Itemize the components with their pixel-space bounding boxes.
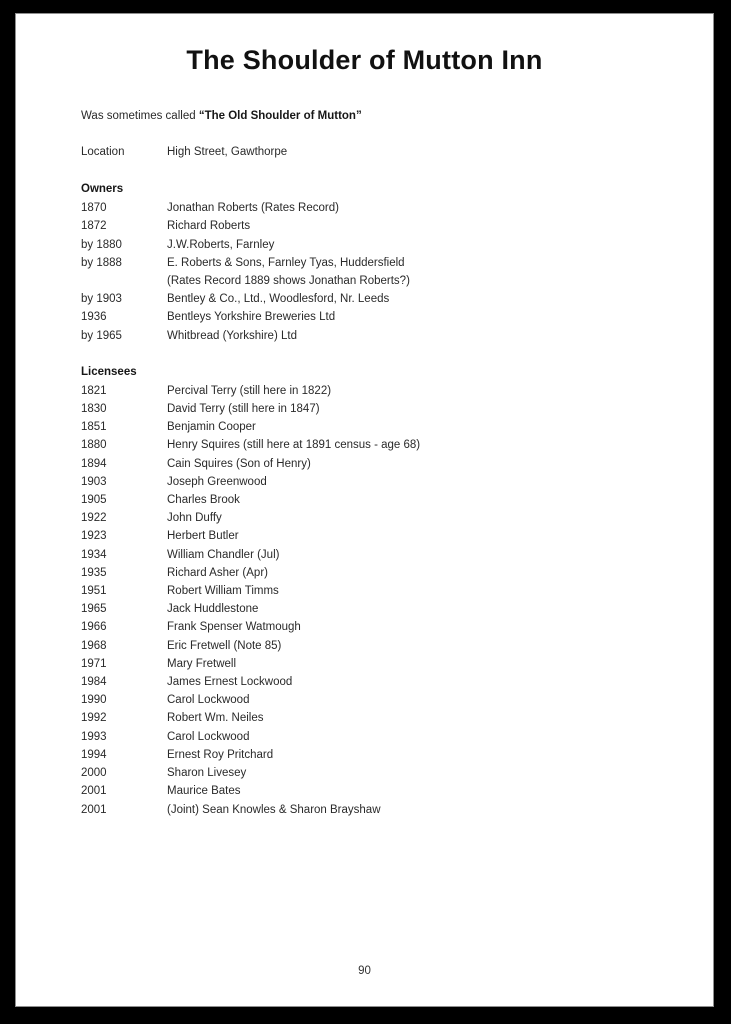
row-year: 1905 — [81, 494, 107, 507]
table-row — [81, 673, 713, 691]
row-year: 1984 — [81, 676, 107, 689]
row-year: 2001 — [81, 803, 107, 816]
subtitle — [81, 109, 713, 124]
row-name: Frank Spenser Watmough — [167, 621, 301, 634]
row-name: E. Roberts & Sons, Farnley Tyas, Huddersfield — [167, 256, 405, 269]
row-year: 2001 — [81, 785, 107, 798]
table-row — [81, 382, 713, 400]
row-name: Charles Brook — [167, 494, 240, 507]
row-name: Robert Wm. Neiles — [167, 712, 264, 725]
row-year: 1936 — [81, 311, 107, 324]
table-row — [81, 801, 713, 819]
table-row — [81, 272, 713, 290]
row-name: David Terry (still here in 1847) — [167, 403, 320, 416]
row-name: Whitbread (Yorkshire) Ltd — [167, 329, 297, 342]
row-year: 1990 — [81, 694, 107, 707]
table-row — [81, 509, 713, 527]
row-year: 1966 — [81, 621, 107, 634]
table-row — [81, 491, 713, 509]
row-name: Percival Terry (still here in 1822) — [167, 384, 332, 397]
table-row — [81, 327, 713, 345]
table-row — [81, 782, 713, 800]
table-row — [81, 728, 713, 746]
row-year: 2000 — [81, 767, 107, 780]
row-year: 1821 — [81, 384, 107, 397]
row-year: 1992 — [81, 712, 107, 725]
table-row — [81, 254, 713, 272]
row-year: 1880 — [81, 439, 107, 452]
licensees-heading: Licensees — [81, 365, 137, 378]
row-year: 1994 — [81, 748, 107, 761]
table-row — [81, 546, 713, 564]
table-row — [81, 637, 713, 655]
row-year: 1934 — [81, 548, 107, 561]
row-year: 1965 — [81, 603, 107, 616]
location-label: Location — [81, 146, 125, 158]
table-row — [81, 564, 713, 582]
table-row — [81, 746, 713, 764]
row-name: Herbert Butler — [167, 530, 239, 543]
table-row — [81, 709, 713, 727]
row-name: Sharon Livesey — [167, 767, 247, 780]
row-year: by 1903 — [81, 293, 122, 306]
row-year: 1923 — [81, 530, 107, 543]
row-name: Richard Roberts — [167, 220, 251, 233]
table-row — [81, 436, 713, 454]
row-year: 1968 — [81, 639, 107, 652]
table-row — [81, 473, 713, 491]
row-name: Joseph Greenwood — [167, 475, 267, 488]
row-name: Benjamin Cooper — [167, 421, 256, 434]
row-name: Maurice Bates — [167, 785, 241, 798]
table-row — [81, 290, 713, 308]
row-name: Jack Huddlestone — [167, 603, 259, 616]
row-name: Bentleys Yorkshire Breweries Ltd — [167, 311, 336, 324]
table-row — [81, 308, 713, 326]
row-name: Jonathan Roberts (Rates Record) — [167, 202, 339, 215]
row-name: John Duffy — [167, 512, 222, 525]
licensees-list — [16, 382, 713, 819]
row-year — [81, 272, 167, 290]
row-name: Carol Lockwood — [167, 694, 250, 707]
row-name: Robert William Timms — [167, 585, 279, 598]
row-name: J.W.Roberts, Farnley — [167, 238, 275, 251]
row-name: Cain Squires (Son of Henry) — [167, 457, 311, 470]
document-page — [15, 13, 714, 1007]
row-name: Henry Squires (still here at 1891 census - age 68) — [167, 439, 421, 452]
table-row — [81, 618, 713, 636]
row-year: 1935 — [81, 566, 107, 579]
table-row — [81, 236, 713, 254]
owners-heading: Owners — [81, 183, 124, 196]
row-year: 1903 — [81, 475, 107, 488]
location-value: High Street, Gawthorpe — [167, 146, 288, 158]
table-row — [81, 691, 713, 709]
row-name: Mary Fretwell — [167, 657, 237, 670]
row-name: Ernest Roy Pritchard — [167, 748, 274, 761]
row-year: by 1880 — [81, 238, 122, 251]
table-row — [81, 582, 713, 600]
owners-list — [16, 199, 713, 345]
table-row — [81, 655, 713, 673]
row-year: by 1965 — [81, 329, 122, 342]
table-row — [81, 527, 713, 545]
row-year: 1922 — [81, 512, 107, 525]
table-row — [81, 600, 713, 618]
row-name: (Rates Record 1889 shows Jonathan Roberts?) — [167, 275, 410, 288]
row-year: 1872 — [81, 220, 107, 233]
location-row — [81, 143, 713, 161]
row-name: Eric Fretwell (Note 85) — [167, 639, 282, 652]
row-year: 1870 — [81, 202, 107, 215]
table-row — [81, 199, 713, 217]
page-number: 90 — [358, 965, 371, 977]
row-year: 1993 — [81, 730, 107, 743]
row-name: Bentley & Co., Ltd., Woodlesford, Nr. Leeds — [167, 293, 390, 306]
subtitle-prefix: Was sometimes called — [81, 110, 199, 122]
page-title: The Shoulder of Mutton Inn — [186, 45, 543, 75]
subtitle-alt-name: “The Old Shoulder of Mutton” — [198, 110, 362, 122]
row-name: Carol Lockwood — [167, 730, 250, 743]
row-name: (Joint) Sean Knowles & Sharon Brayshaw — [167, 803, 381, 816]
row-year: 1894 — [81, 457, 107, 470]
row-name: William Chandler (Jul) — [167, 548, 280, 561]
table-row — [81, 455, 713, 473]
table-row — [81, 764, 713, 782]
table-row — [81, 217, 713, 235]
row-year: 1971 — [81, 657, 107, 670]
row-year: 1830 — [81, 403, 107, 416]
row-year: 1951 — [81, 585, 107, 598]
row-year: 1851 — [81, 421, 107, 434]
table-row — [81, 418, 713, 436]
row-name: Richard Asher (Apr) — [167, 566, 268, 579]
table-row — [81, 400, 713, 418]
row-year: by 1888 — [81, 256, 122, 269]
row-name: James Ernest Lockwood — [167, 676, 293, 689]
